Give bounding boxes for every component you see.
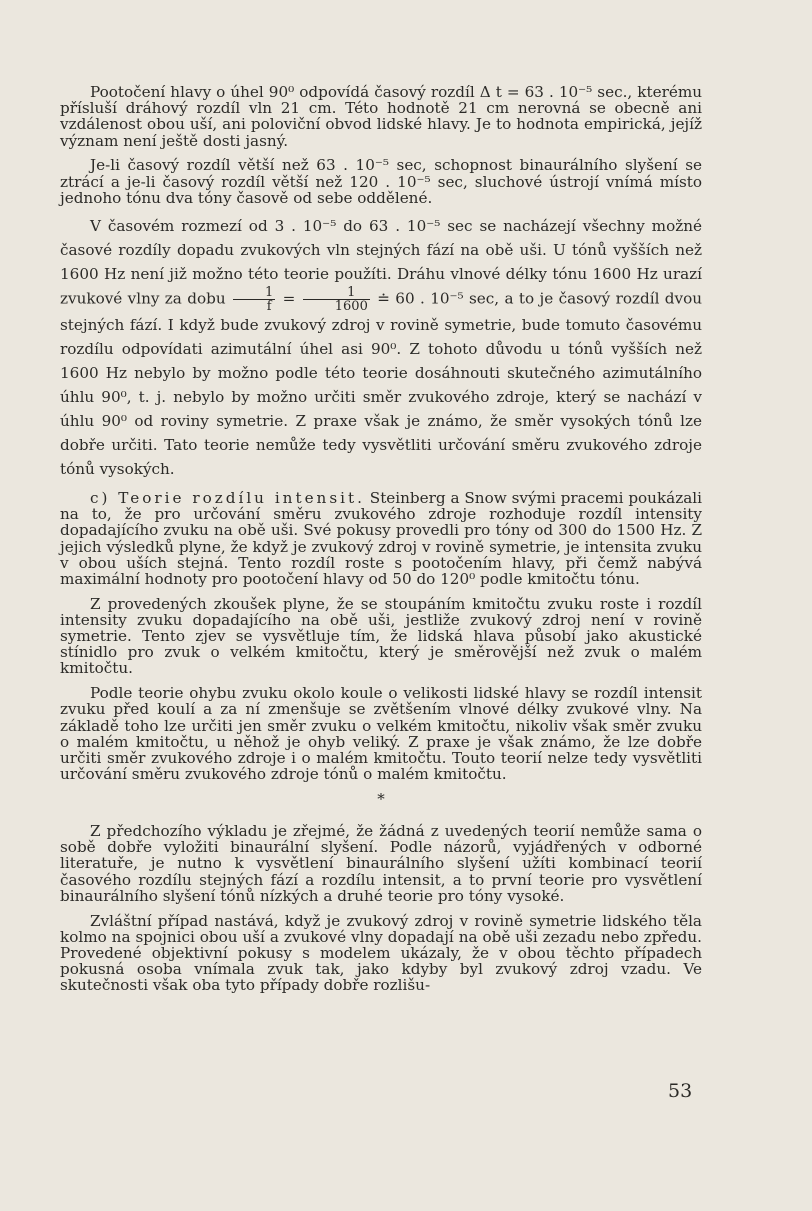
paragraph-2: Je-li časový rozdíl větší než 63 . 10⁻⁵ sec, schopnost binaurálního slyšení se ztrácí a je-li časový rozdíl větší než 120 . 10⁻⁵ sec, sluchové ústrojí vnímá místo jednoho tónu dva tóny časově od sebe oddělené. <box>60 156 702 207</box>
section-separator: * <box>377 789 385 808</box>
fraction-2-numerator: 1 <box>303 286 370 300</box>
fraction-1-denominator: f <box>266 299 272 315</box>
equals-sign: = <box>282 289 296 308</box>
page-number: 53 <box>668 1080 693 1102</box>
paragraph-3-text-b: ≐ 60 . 10⁻⁵ sec, a to je časový rozdíl dvou stejných fází. I když bude zvukový zdroj v rovině symetrie, bude tomuto časovému rozdílu odpovídati azimutální úhel asi 90⁰. Z tohoto důvodu u tónů vyšších než 1600 Hz nebylo by možno podle této teorie dosáhnouti skutečného azimutálního úhlu 90⁰, t. j. nebylo by možno určiti směr zvukového zdroje, který se nachází v úhlu 90⁰ od roviny symetrie. Z praxe však je známo, že směr vysokých tónů lze dobře určiti. Tato teorie nemůže tedy vysvětliti určování směru zvukového zdroje tónů vysokých. <box>60 289 703 479</box>
paragraph-8: Zvláštní případ nastává, když je zvukový zdroj v rovině symetrie lidského těla kolmo na spojnici obou uší a zvukové vlny dopadají na obě uši zezadu nebo zpředu. Provedené objektivní pokusy s modelem ukázaly, že v obou těchto případech pokusná osoba vnímala zvuk tak, jako kdyby byl zvukový zdroj vzadu. Ve skutečnosti však oba tyto případy dobře rozlišu- <box>60 911 702 995</box>
fraction-2-denominator: 1600 <box>334 299 368 315</box>
fraction-1-numerator: 1 <box>233 286 275 300</box>
paragraph-1: Pootočení hlavy o úhel 90⁰ odpovídá časový rozdíl Δ t = 63 . 10⁻⁵ sec., kterému přísluší dráhový rozdíl vln 21 cm. Této hodnotě 21 cm nerovná se obecně ani vzdálenost obou uší, ani poloviční obvod lidské hlavy. Je to hodnota empirická, jejíž význam není ještě dosti jasný. <box>60 83 702 150</box>
section-heading-c: c) Teorie rozdílu intensit. <box>90 488 365 507</box>
page-body <box>60 84 702 1002</box>
paragraph-4 <box>60 490 702 587</box>
paragraph-3-text-a: V časovém rozmezí od 3 . 10⁻⁵ do 63 . 10⁻⁵ sec se nacházejí všechny možné časové rozdíly dopadu zvukových vln stejných fází na obě uši. U tónů vyšších než 1600 Hz není již možno této teorie použíti. Dráhu vlnové délky tónu 1600 Hz urazí zvukové vlny za dobu <box>60 217 702 308</box>
paragraph-3 <box>60 214 702 481</box>
paragraph-4-text: Steinberg a Snow svými pracemi poukázali na to, že pro určování směru zvukového zdroje rozhoduje rozdíl intensity dopadajícího zvuku na obě uši. Své pokusy provedli pro tóny od 300 do 1500 Hz. Z jejich výsledků plyne, že když je zvukový zdroj v rovině symetrie, je intensita zvuku v obou uších stejná. Tento rozdíl roste s pootočením hlavy, při čemž nabývá maximální hodnoty pro pootočení hlavy od 50 do 120⁰ podle kmitočtu tónu. <box>60 488 702 588</box>
paragraph-5: Z provedených zkoušek plyne, že se stoupáním kmitočtu zvuku roste i rozdíl intensity zvuku dopadajícího na obě uši, jestliže zvukový zdroj není v rovině symetrie. Tento zjev se vysvětluje tím, že lidská hlava působí jako akustické stínidlo pro zvuk o velkém kmitočtu, který je směrovější než zvuk o malém kmitočtu. <box>60 594 702 678</box>
fraction-1-over-f <box>233 286 275 313</box>
fraction-1-over-1600 <box>303 286 370 313</box>
paragraph-6: Podle teorie ohybu zvuku okolo koule o velikosti lidské hlavy se rozdíl intensit zvuku před koulí a za ní zmenšuje se zvětšením vlnové délky zvukové vlny. Na základě toho lze určiti jen směr zvuku o velkém kmitočtu, nikoliv však směr zvuku o malém kmitočtu, u něhož je ohyb veliký. Z praxe je však známo, že lze dobře určiti směr zvukového zdroje i o malém kmitočtu. Touto teorií nelze tedy vysvětliti určování směru zvukového zdroje tónů o malém kmitočtu. <box>60 684 702 784</box>
paragraph-7: Z předchozího výkladu je zřejmé, že žádná z uvedených teorií nemůže sama o sobě dobře vyložiti binaurální slyšení. Podle názorů, vyjádřených v odborné literatuře, je nutno k vysvětlení binaurálního slyšení užíti kombinací teorií časového rozdílu stejných fází a rozdílu intensit, a to první teorie pro vysvětlení binaurálního slyšení tónů nízkých a druhé teorie pro tóny vysoké. <box>60 822 702 905</box>
